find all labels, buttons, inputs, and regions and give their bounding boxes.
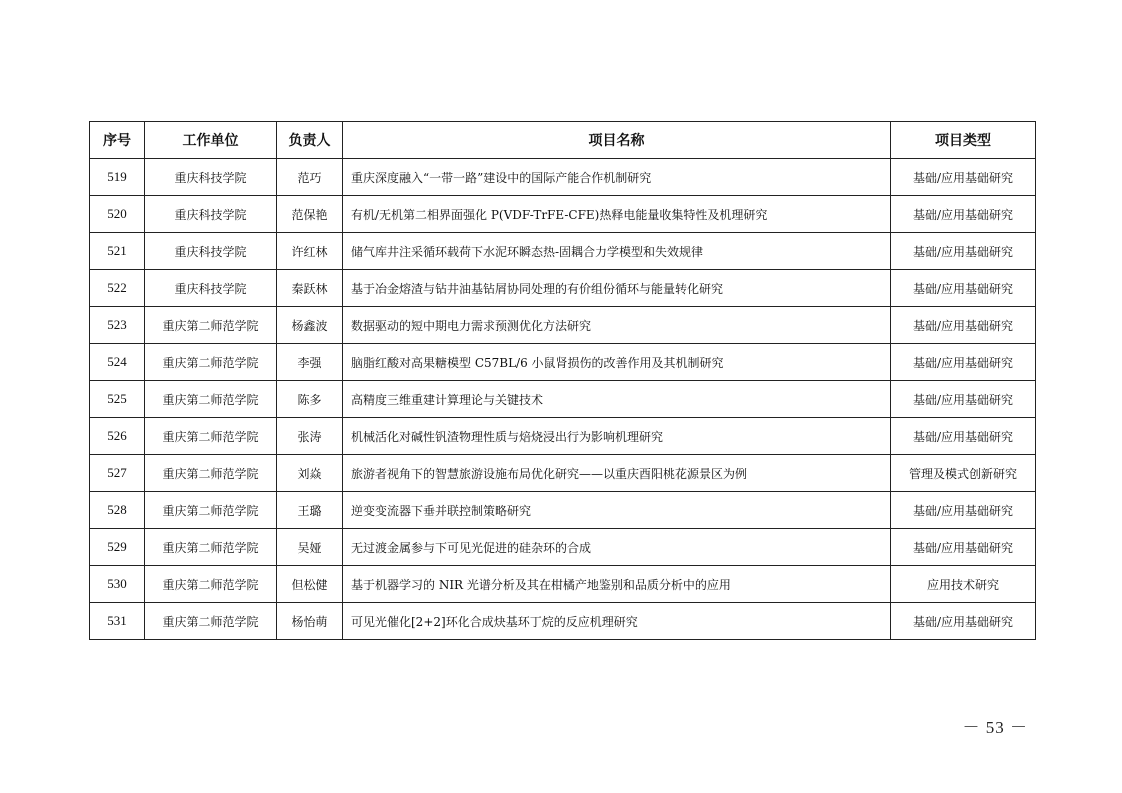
cell-project-name: 脑脂红酸对高果糖模型 C57BL/6 小鼠肾损伤的改善作用及其机制研究 [343, 344, 891, 381]
cell-unit: 重庆第二师范学院 [145, 603, 277, 640]
cell-project-name: 无过渡金属参与下可见光促进的硅杂环的合成 [343, 529, 891, 566]
header-project-type: 项目类型 [891, 122, 1036, 159]
table-row [90, 529, 1036, 566]
header-leader: 负责人 [277, 122, 343, 159]
table-row [90, 344, 1036, 381]
table-row [90, 418, 1036, 455]
project-table [89, 121, 1036, 640]
cell-unit: 重庆第二师范学院 [145, 529, 277, 566]
table-row [90, 492, 1036, 529]
table-row [90, 455, 1036, 492]
cell-unit: 重庆科技学院 [145, 159, 277, 196]
table-row [90, 307, 1036, 344]
cell-seq: 524 [90, 344, 145, 381]
header-row [90, 122, 1036, 159]
cell-unit: 重庆第二师范学院 [145, 492, 277, 529]
cell-leader: 杨怡萌 [277, 603, 343, 640]
header-unit: 工作单位 [145, 122, 277, 159]
cell-leader: 范保艳 [277, 196, 343, 233]
cell-unit: 重庆第二师范学院 [145, 418, 277, 455]
cell-unit: 重庆第二师范学院 [145, 344, 277, 381]
cell-leader: 许红林 [277, 233, 343, 270]
cell-leader: 李强 [277, 344, 343, 381]
cell-unit: 重庆第二师范学院 [145, 307, 277, 344]
cell-seq: 525 [90, 381, 145, 418]
cell-unit: 重庆第二师范学院 [145, 455, 277, 492]
cell-project-type: 基础/应用基础研究 [891, 492, 1036, 529]
cell-unit: 重庆第二师范学院 [145, 381, 277, 418]
cell-seq: 529 [90, 529, 145, 566]
cell-leader: 陈多 [277, 381, 343, 418]
table-row [90, 233, 1036, 270]
cell-unit: 重庆科技学院 [145, 196, 277, 233]
cell-project-name: 高精度三维重建计算理论与关键技术 [343, 381, 891, 418]
cell-project-type: 基础/应用基础研究 [891, 159, 1036, 196]
cell-project-name: 数据驱动的短中期电力需求预测优化方法研究 [343, 307, 891, 344]
cell-unit: 重庆科技学院 [145, 233, 277, 270]
table-row [90, 603, 1036, 640]
cell-leader: 秦跃林 [277, 270, 343, 307]
cell-leader: 刘焱 [277, 455, 343, 492]
page-number: － 53 － [962, 718, 1028, 737]
cell-seq: 528 [90, 492, 145, 529]
cell-project-name: 有机/无机第二相界面强化 P(VDF-TrFE-CFE)热释电能量收集特性及机理研究 [343, 196, 891, 233]
cell-project-type: 基础/应用基础研究 [891, 196, 1036, 233]
cell-project-name: 可见光催化[2+2]环化合成炔基环丁烷的反应机理研究 [343, 603, 891, 640]
cell-seq: 521 [90, 233, 145, 270]
cell-seq: 519 [90, 159, 145, 196]
table-header [90, 122, 1036, 159]
table-body [90, 159, 1036, 640]
cell-project-type: 基础/应用基础研究 [891, 233, 1036, 270]
cell-leader: 杨鑫波 [277, 307, 343, 344]
cell-leader: 范巧 [277, 159, 343, 196]
cell-project-type: 基础/应用基础研究 [891, 529, 1036, 566]
cell-seq: 530 [90, 566, 145, 603]
table-row [90, 196, 1036, 233]
cell-project-type: 基础/应用基础研究 [891, 344, 1036, 381]
cell-leader: 张涛 [277, 418, 343, 455]
cell-project-type: 基础/应用基础研究 [891, 418, 1036, 455]
cell-leader: 王璐 [277, 492, 343, 529]
cell-seq: 522 [90, 270, 145, 307]
cell-leader: 吴娅 [277, 529, 343, 566]
cell-project-name: 旅游者视角下的智慧旅游设施布局优化研究——以重庆酉阳桃花源景区为例 [343, 455, 891, 492]
cell-project-type: 基础/应用基础研究 [891, 381, 1036, 418]
cell-project-type: 基础/应用基础研究 [891, 307, 1036, 344]
cell-project-type: 应用技术研究 [891, 566, 1036, 603]
header-project-name: 项目名称 [343, 122, 891, 159]
cell-unit: 重庆科技学院 [145, 270, 277, 307]
cell-project-name: 基于机器学习的 NIR 光谱分析及其在柑橘产地鉴别和品质分析中的应用 [343, 566, 891, 603]
cell-project-name: 逆变变流器下垂并联控制策略研究 [343, 492, 891, 529]
cell-seq: 526 [90, 418, 145, 455]
cell-project-name: 基于冶金熔渣与钻井油基钻屑协同处理的有价组份循环与能量转化研究 [343, 270, 891, 307]
cell-project-name: 储气库井注采循环载荷下水泥环瞬态热-固耦合力学模型和失效规律 [343, 233, 891, 270]
table-row [90, 270, 1036, 307]
cell-seq: 523 [90, 307, 145, 344]
cell-seq: 527 [90, 455, 145, 492]
table-row [90, 566, 1036, 603]
header-seq: 序号 [90, 122, 145, 159]
cell-project-type: 基础/应用基础研究 [891, 603, 1036, 640]
cell-project-type: 基础/应用基础研究 [891, 270, 1036, 307]
cell-leader: 但松健 [277, 566, 343, 603]
cell-unit: 重庆第二师范学院 [145, 566, 277, 603]
table-row [90, 159, 1036, 196]
cell-seq: 520 [90, 196, 145, 233]
cell-project-name: 机械活化对碱性钒渣物理性质与焙烧浸出行为影响机理研究 [343, 418, 891, 455]
cell-seq: 531 [90, 603, 145, 640]
cell-project-type: 管理及模式创新研究 [891, 455, 1036, 492]
cell-project-name: 重庆深度融入“一带一路”建设中的国际产能合作机制研究 [343, 159, 891, 196]
table-row [90, 381, 1036, 418]
